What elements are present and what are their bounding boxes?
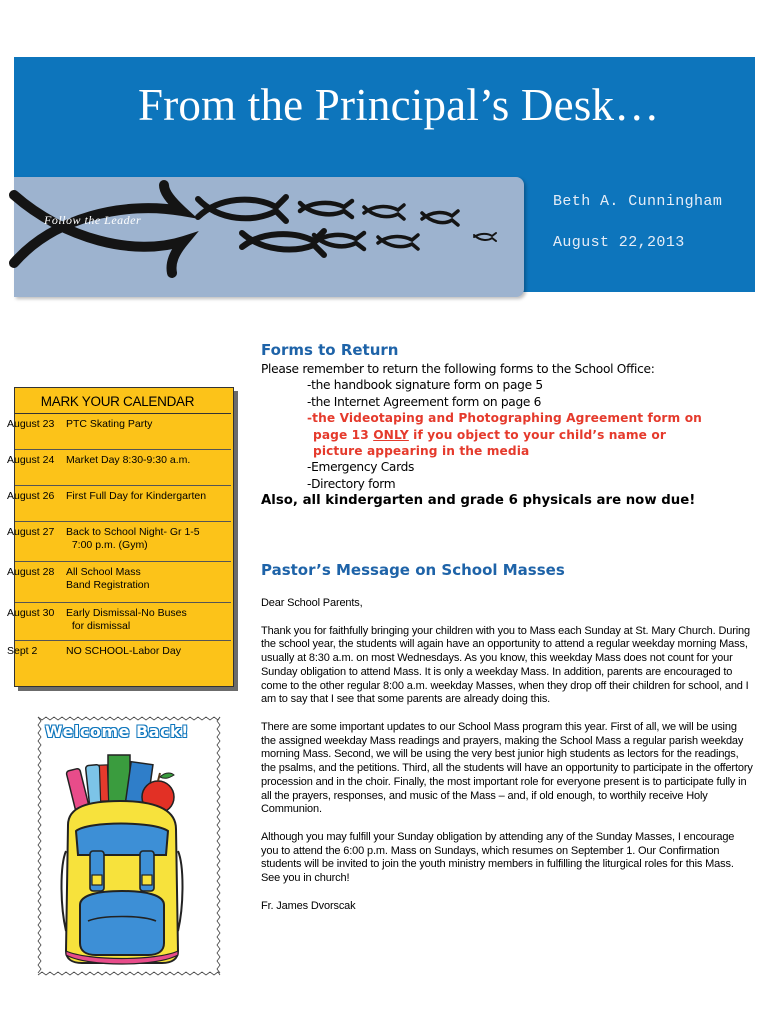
fish-icon — [14, 185, 184, 273]
fish-icon — [242, 231, 324, 255]
highlight-text: if you object to your child’s name or — [408, 427, 666, 442]
form-item: -the Internet Agreement form on page 6 — [307, 394, 542, 409]
paragraph: There are some important updates to our School Mass program this year. First of all, we will be using the assigned weekday Mass readings and prayers, making the School Mass a regular parish weekday morning Mass. Second, we will be using the very best junior high students as lectors for the readings, the psalms, and the petitions. Third, all the students will have an opportunity to participate in the offertory procession and in the choir. Finally, the most important role for everyone present is to participate fully in all the prayers, responses, and music of the Mass – and, if old enough, to worthily receive Holy Communion. — [261, 720, 753, 816]
pastor-message — [261, 597, 753, 927]
calendar-event: All School Mass Band Registration — [66, 566, 150, 591]
fish-icon — [300, 201, 352, 217]
form-item-highlight — [261, 410, 761, 459]
calendar-date: August 28 — [7, 566, 55, 578]
highlight-text: page 13 — [313, 427, 374, 442]
calendar-panel — [7, 387, 234, 687]
page-title: From the Principal’s Desk… — [138, 80, 660, 130]
fish-icon — [422, 211, 458, 225]
calendar-row — [7, 522, 231, 562]
fish-banner-strip — [14, 177, 524, 297]
signature: Fr. James Dvorscak — [261, 899, 356, 912]
highlight-emphasis: ONLY — [373, 427, 409, 442]
calendar-date: August 23 — [7, 418, 55, 430]
greeting: Dear School Parents, — [261, 597, 363, 609]
calendar-event: Market Day 8:30-9:30 a.m. — [66, 454, 191, 466]
form-item: -Emergency Cards — [307, 460, 415, 475]
fish-icon — [378, 235, 418, 249]
highlight-line: picture appearing in the media — [313, 444, 530, 459]
fish-icon — [198, 197, 286, 221]
calendar-row — [7, 562, 231, 603]
calendar-date: August 26 — [7, 490, 55, 502]
issue-date: August 22,2013 — [553, 234, 685, 251]
calendar-event: NO SCHOOL-Labor Day — [66, 645, 181, 657]
calendar-row — [7, 603, 231, 641]
welcome-card — [36, 715, 222, 977]
calendar-event: PTC Skating Party — [66, 418, 153, 430]
calendar-date: August 27 — [7, 526, 55, 538]
calendar-row — [7, 414, 231, 450]
paragraph: Thank you for faithfully bringing your children with you to Mass each Sunday at St. Mary Church. During the school year, the students will again have an opportunity to attend a regular weekday morning Mass, usually at 8:30 a.m. on most Wednesdays. As you know, this weekday Mass does not count for your Sunday obligation to attend Mass. It is only a weekday Mass. In addition, parents are encouraged to come to the other regular 8:00 a.m. weekday Masses, when they drop off their children for school, and I am to say that I see that some parents are already doing this. — [261, 624, 750, 706]
calendar-date: Sept 2 — [7, 645, 38, 657]
forms-intro: Please remember to return the following forms to the School Office: — [261, 362, 655, 376]
calendar-date: August 24 — [7, 454, 55, 466]
pastor-section-title: Pastor’s Message on School Masses — [261, 561, 565, 579]
fish-icon-group — [14, 177, 524, 297]
physicals-note: Also, all kindergarten and grade 6 physicals are now due! — [261, 493, 696, 508]
author-name: Beth A. Cunningham — [553, 193, 723, 210]
header-banner — [14, 57, 755, 292]
highlight-line — [307, 427, 761, 443]
form-item: -the handbook signature form on page 5 — [307, 378, 543, 393]
backpack-illustration — [58, 755, 188, 965]
calendar-row — [7, 486, 231, 522]
paragraph: Although you may fulfill your Sunday obligation by attending any of the Sunday Masses, I encourage you to attend the 6:00 p.m. Mass on Sundays, which resumes on September 1. Our Confirmation students will be invited to join the youth ministry members in fulfilling the liturgical roles for this Mass. See you in church! — [261, 830, 735, 884]
fish-icon — [364, 205, 404, 219]
calendar-event: Back to School Night- Gr 1-5 7:00 p.m. (Gym) — [66, 526, 200, 551]
form-item: -Directory form — [307, 476, 396, 491]
calendar-title: MARK YOUR CALENDAR — [40, 394, 195, 409]
calendar-date: August 30 — [7, 607, 55, 619]
welcome-title: Welcome Back! — [45, 722, 189, 741]
calendar-row — [7, 450, 231, 486]
highlight-line: -the Videotaping and Photographing Agreement form on — [307, 411, 702, 426]
fish-icon — [474, 233, 496, 241]
calendar-event: Early Dismissal-No Buses for dismissal — [66, 607, 187, 632]
calendar-event: First Full Day for Kindergarten — [66, 490, 207, 502]
calendar-row — [7, 641, 231, 681]
forms-section-title: Forms to Return — [261, 341, 399, 359]
banner-tagline: Follow the Leader — [44, 213, 142, 227]
forms-list — [261, 361, 761, 492]
